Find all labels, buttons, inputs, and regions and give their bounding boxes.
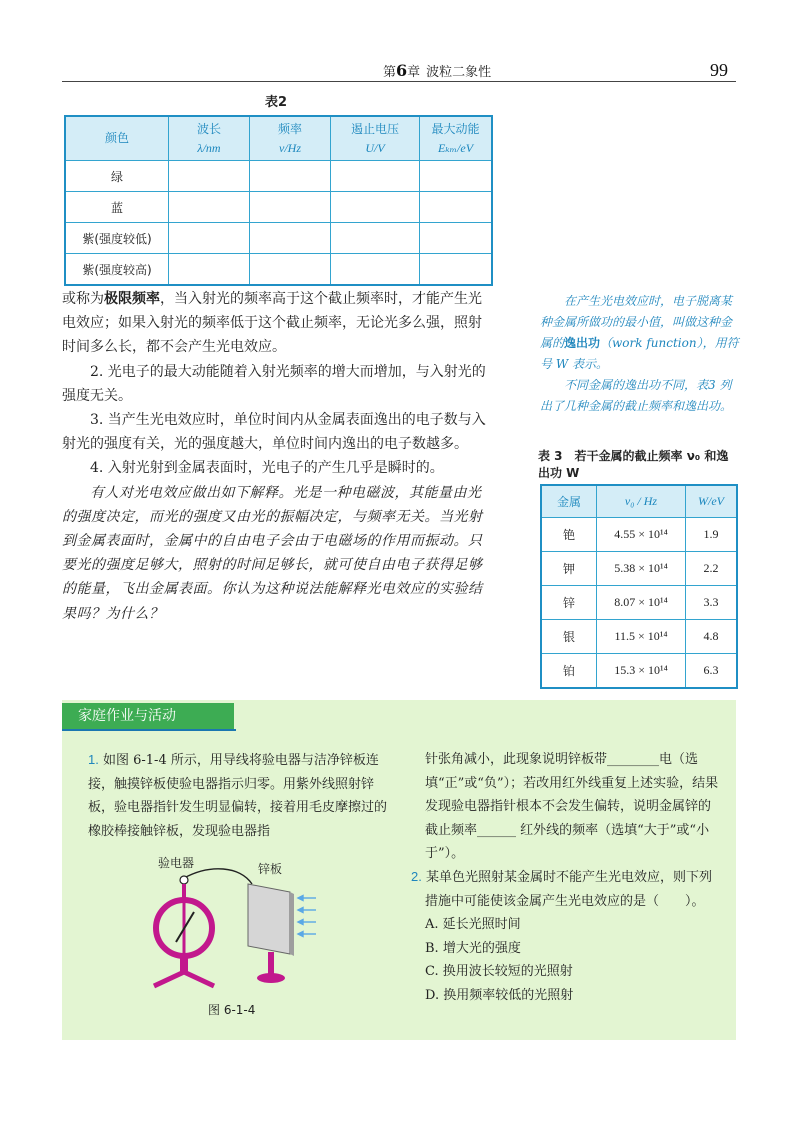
zinc-plate-label: 锌板	[258, 862, 283, 876]
electroscope-rod	[182, 884, 186, 898]
table-row: 蓝	[65, 192, 492, 223]
chapter-suffix: 章	[407, 65, 421, 80]
table2-header-row	[65, 116, 492, 161]
figure-caption: 图 6-1-4	[208, 1003, 256, 1017]
table2-header-max-ke: 最大动能 Eₖₘ/eV	[420, 116, 493, 161]
option-d: D. 换用频率较低的光照射	[425, 987, 574, 1003]
figure-electroscope	[140, 856, 330, 996]
zinc-plate-edge	[290, 892, 294, 956]
option-c: C. 换用波长较短的光照射	[425, 964, 573, 979]
chapter-number: 6	[396, 61, 408, 80]
question-2-text: 某单色光照射某金属时不能产生光电效应，则下列措施中可能使该金属产生光电效应的是（ ）。	[425, 870, 712, 909]
header-rule	[62, 81, 736, 82]
question-1-text: 如图 6-1-4 所示，用导线将验电器与洁净锌板连接，触摸锌板使验电器指示归零。用紫外线照射锌板，验电器指针发生明显偏转，接着用毛皮摩擦过的橡胶棒接触锌板，发现验电器指	[88, 753, 388, 839]
table2	[64, 115, 493, 286]
main-text	[62, 287, 494, 626]
question-1-number: 1.	[88, 752, 99, 767]
table3-header-metal: 金属	[541, 485, 597, 518]
table2-header-stop-voltage: 遏止电压 U/V	[331, 116, 420, 161]
electroscope-knob	[180, 876, 188, 884]
zinc-plate	[248, 884, 290, 954]
table-row: 银 11.5 × 10¹⁴ 4.8	[541, 620, 737, 654]
table-row: 绿	[65, 161, 492, 192]
table3-caption: 表 3 若干金属的截止频率 ν₀ 和逸出功 W	[538, 449, 729, 480]
electroscope-label: 验电器	[158, 856, 195, 870]
paragraph-5: 有人对光电效应做出如下解释。光是一种电磁波，其能量由光的强度决定，而光的强度又由光的振幅决定，与频率无关。当光射到金属表面时，金属中的自由电子会由于电磁场的作用而振动。只要光的强度足够大，照射的时间足够长，就可使自由电子获得足够的能量，飞出金属表面。你认为这种说法能解释光电效应的实验结果吗？为什么？	[62, 484, 483, 622]
paragraph-1: 或称为极限频率，当入射光的频率高于这个截止频率时，才能产生光电效应；如果入射光的频率低于这个截止频率，无论光多么强，照射时间多么长，都不会产生光电效应。	[62, 291, 482, 356]
option-b: B. 增大光的强度	[425, 940, 521, 956]
paragraph-3: 3. 当产生光电效应时，单位时间内从金属表面逸出的电子数与入射光的强度有关，光的强度越大，单位时间内逸出的电子数越多。	[62, 412, 486, 453]
table-row: 铯 4.55 × 10¹⁴ 1.9	[541, 518, 737, 552]
homework-tab-rule	[62, 729, 236, 731]
question-2-number: 2.	[411, 869, 422, 884]
question-1-continued	[425, 748, 720, 866]
table2-header-color: 颜色	[65, 116, 169, 161]
table-row: 铂 15.3 × 10¹⁴ 6.3	[541, 654, 737, 689]
table-row: 钾 5.38 × 10¹⁴ 2.2	[541, 552, 737, 586]
side-note-p2: 不同金属的逸出功不同，表3 列出了几种金属的截止频率和逸出功。	[540, 378, 733, 413]
chapter-heading	[383, 61, 491, 80]
table3-header-row	[541, 485, 737, 518]
table2-title: 表2	[265, 95, 288, 110]
electroscope-base	[154, 972, 214, 986]
plate-stand	[268, 952, 274, 974]
chapter-title: 波粒二象性	[426, 65, 492, 80]
uv-light-arrows	[298, 896, 316, 937]
question-2	[411, 865, 721, 1007]
side-note	[540, 291, 740, 417]
paragraph-4: 4. 入射光射到金属表面时，光电子的产生几乎是瞬时的。	[90, 460, 444, 477]
wire	[184, 869, 252, 884]
table-row: 锌 8.07 × 10¹⁴ 3.3	[541, 586, 737, 620]
page-number: 99	[710, 60, 728, 80]
table-row: 紫(强度较低)	[65, 223, 492, 254]
table3	[540, 484, 738, 689]
table2-header-wavelength: 波长 λ/nm	[169, 116, 250, 161]
chapter-prefix: 第	[383, 65, 397, 80]
table-row: 紫(强度较高)	[65, 254, 492, 286]
option-a: A. 延长光照时间	[425, 917, 521, 932]
table2-header-frequency: 频率 ν/Hz	[250, 116, 331, 161]
question-1-continued-text: 针张角减小，此现象说明锌板带________电（选填“正”或“负”）；若改用红外线重复上述实验，结果发现验电器指针根本不会发生偏转，说明金属锌的截止频率______ 红外线的频率（选填“大于”或“小于”）。	[425, 752, 719, 861]
homework-tab: 家庭作业与活动	[62, 703, 234, 729]
paragraph-2: 2. 光电子的最大动能随着入射光频率的增大而增加，与入射光的强度无关。	[62, 363, 486, 404]
table3-header-freq: ν₀ / Hz	[597, 485, 686, 518]
table3-header-w: W/eV	[686, 485, 738, 518]
question-1	[88, 748, 392, 843]
side-note-p1: 在产生光电效应时，电子脱离某种金属所做功的最小值，叫做这种金属的逸出功（work function），用符号 W 表示。	[540, 294, 739, 371]
plate-base	[257, 973, 285, 983]
